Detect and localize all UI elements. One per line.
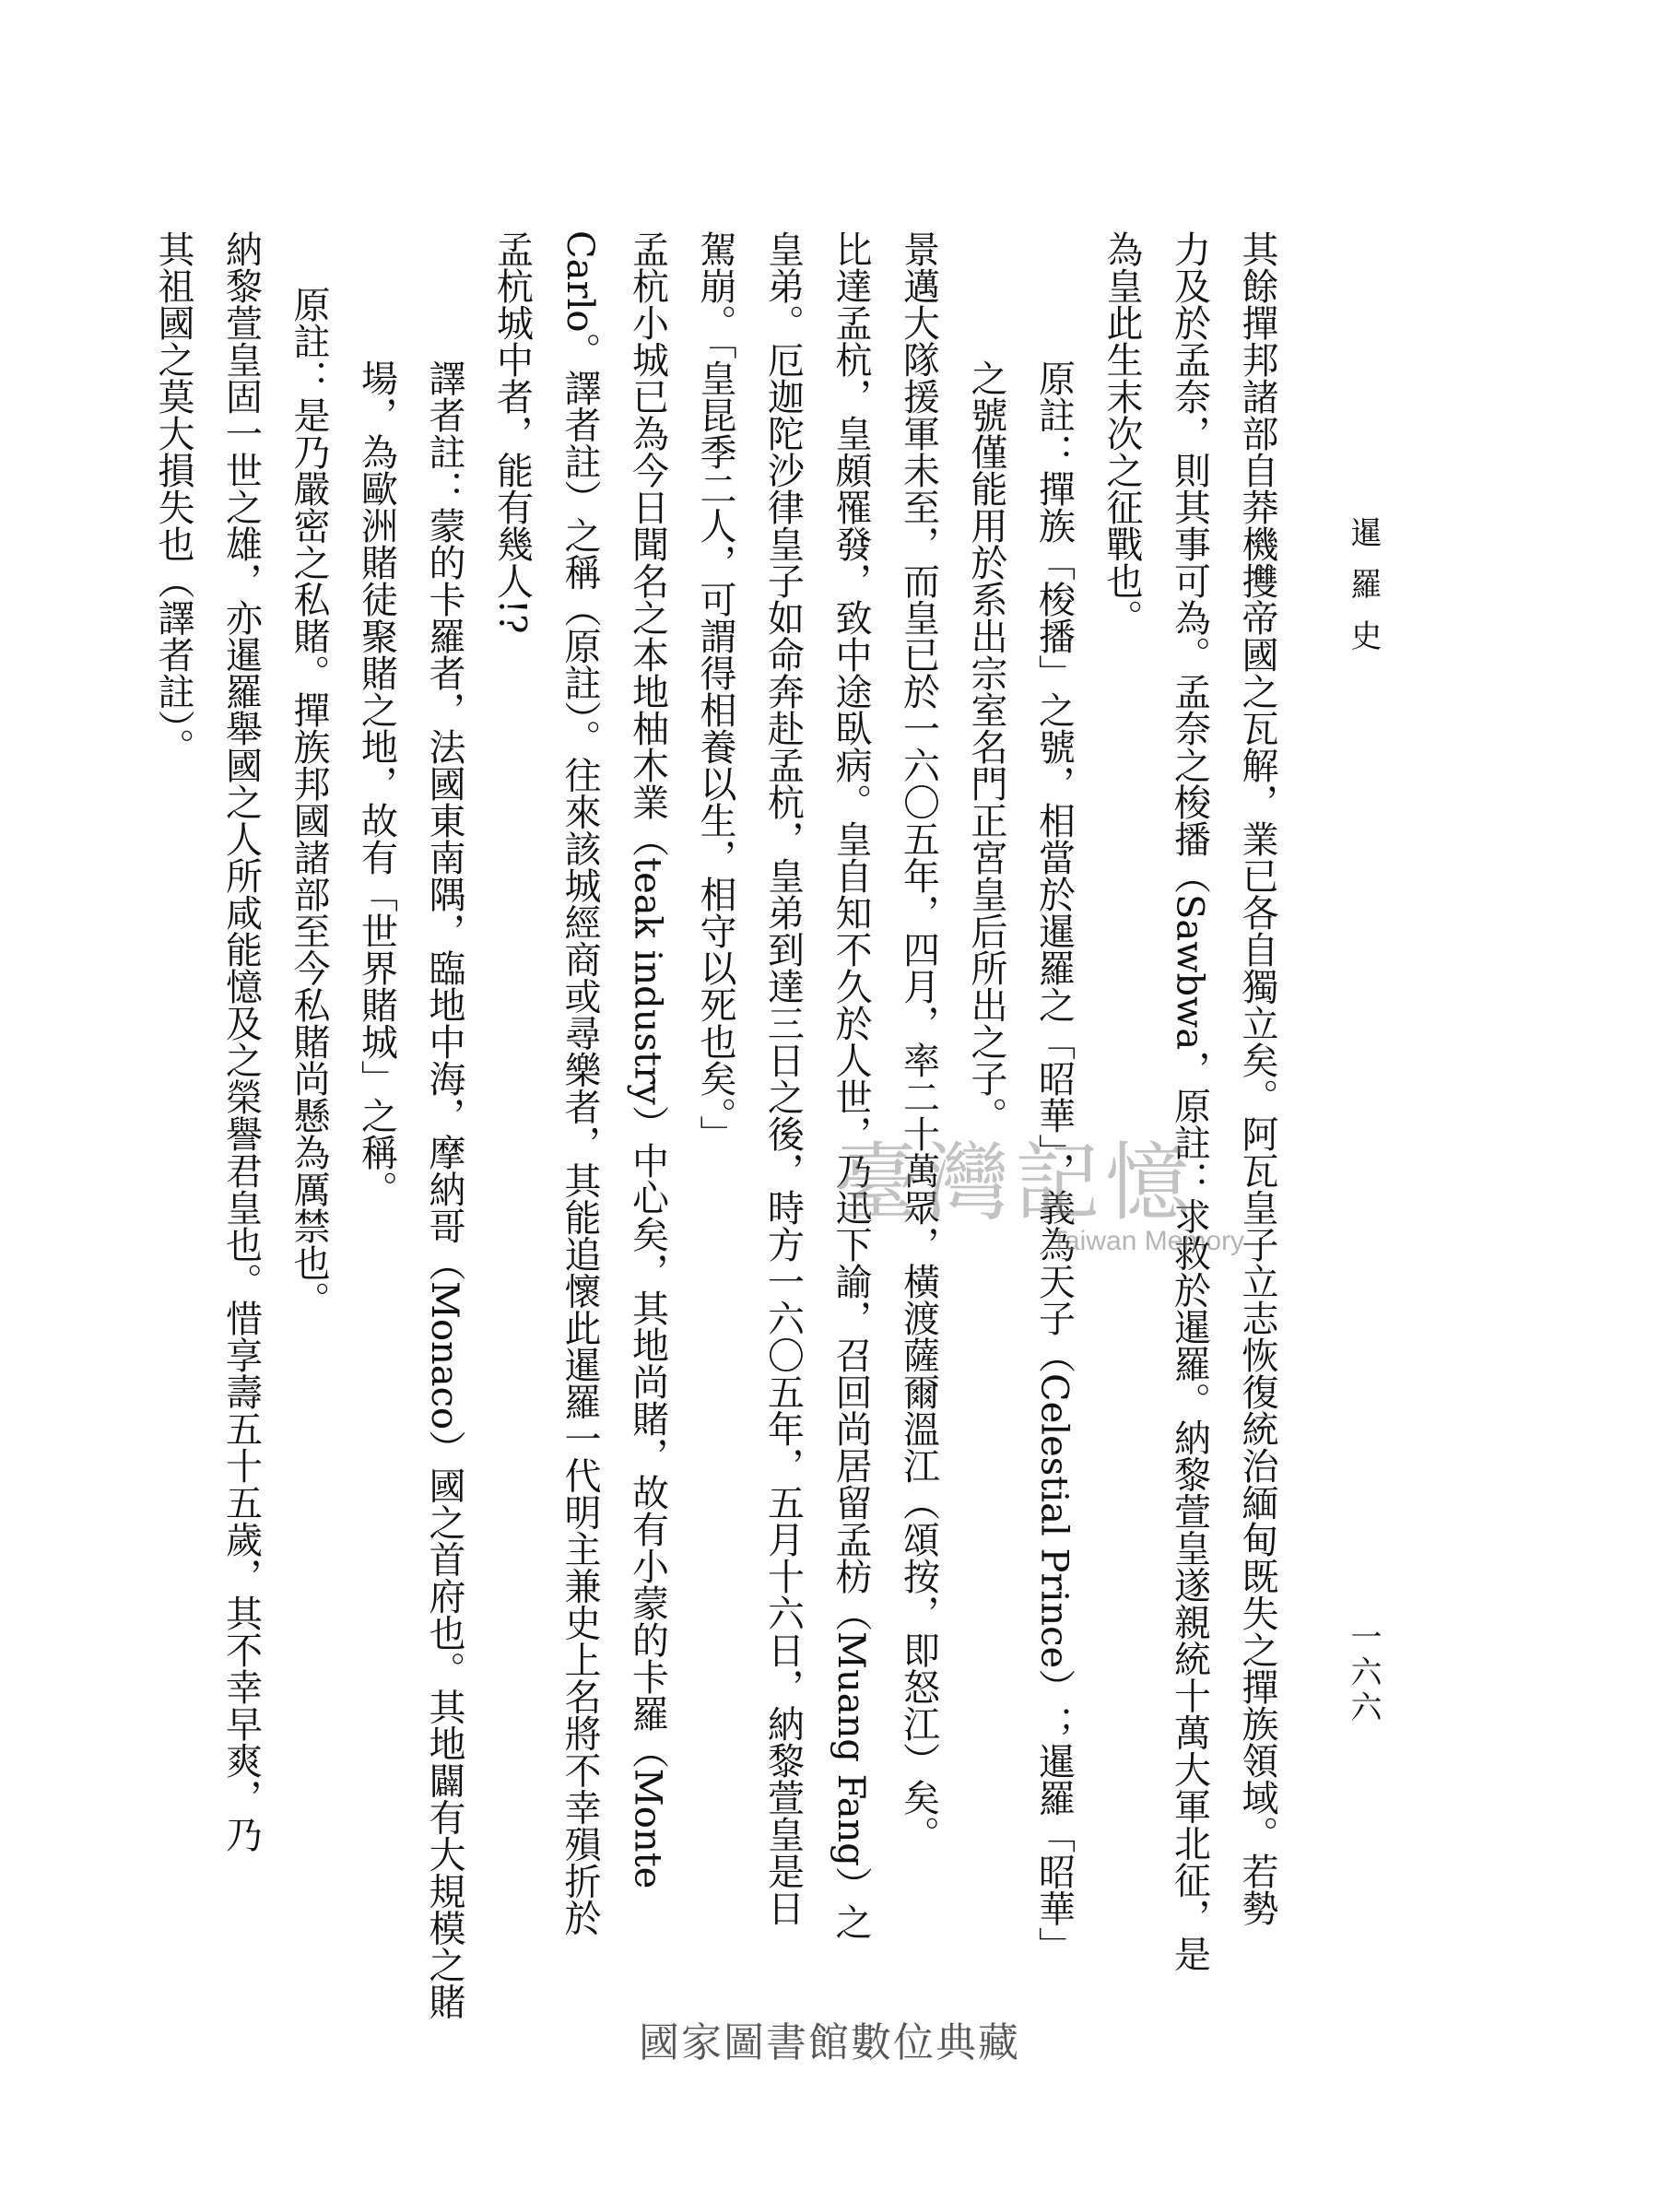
note-column: 場，為歐洲賭徒聚賭之地，故有「世界賭城」之稱。 xyxy=(355,359,398,1207)
page-number: 一六六 xyxy=(1345,1620,1382,1725)
text-column: 景邁大隊援軍未至，而皇已於一六〇五年，四月，率二十萬眾，橫渡薩爾溫江（頌按，即怒江）矣。 xyxy=(897,230,940,1853)
text-column: 駕崩。「皇昆季二人，可謂得相養以生，相守以死也矣。」 xyxy=(694,230,736,1152)
watermark-subtext: Taiwan Memory xyxy=(1051,1226,1245,1256)
text-column: Carlo。譯者註）之稱（原註）。往來該城經商或尋樂者，其能追懷此暹羅一代明主兼史上名將不幸殞折於 xyxy=(559,230,601,1936)
text-column: 皇弟。厄迦陀沙律皇子如命奔赴孟杭，皇弟到達三日之後，時方一六〇五年，五月十六日，納黎萱皇是日 xyxy=(761,230,805,1926)
note-column: 之號僅能用於系出宗室名門正宮皇后所出之子。 xyxy=(965,359,1007,1134)
text-column: 比達孟杭，皇頗罹發，致中途臥病。皇自知不久於人世，乃迅下諭，召回尚居留孟枋（Muang Fang）之 xyxy=(830,230,872,1940)
note-column: 原註：撣族「梭播」之號，相當於暹羅之「昭華」，義為天子（Celestial Prince）；暹羅「昭華」 xyxy=(1032,359,1076,1964)
text-column: 納黎萱皇固一世之雄，亦暹羅舉國之人所咸能憶及之榮譽君皇也。惜享壽五十五歲，其不幸早爽，乃 xyxy=(219,230,263,1853)
note-column: 原註：是乃嚴密之私賭。撣族邦國諸部至今私賭尚懸為厲禁也。 xyxy=(288,286,330,1318)
running-title: 暹羅史 xyxy=(1345,516,1382,671)
text-column: 孟杭小城已為今日聞名之本地柚木業（teak industry）中心矣，其地尚賭，故有小蒙的卡羅（Monte xyxy=(626,230,669,1889)
text-column: 為皇此生末次之征戰也。 xyxy=(1100,230,1143,636)
watermark: 臺灣記憶 xyxy=(834,1134,1196,1232)
text-column: 其餘撣邦諸部自莽機㩳帝國之瓦解，業已各自獨立矣。阿瓦皇子立志恢復統治緬甸既失之撣族領域。若勢 xyxy=(1236,230,1278,1926)
text-column: 力及於孟奈，則其事可為。孟奈之梭播（Sawbwa，原註：求救於暹羅。納黎萱皇遂親統十萬大軍北征，是 xyxy=(1168,230,1211,1972)
text-column: 其祖國之莫大損失也（譯者註）。 xyxy=(152,230,194,765)
footer-credit: 國家圖書館數位典藏 xyxy=(639,2019,1020,2066)
text-column: 孟杭城中者，能有幾人!? xyxy=(490,230,534,634)
note-column: 譯者註：蒙的卡羅者，法國東南隅，臨地中海，摩納哥（Monaco）國之首府也。其地闢有大規模之賭 xyxy=(423,359,465,2020)
main-text xyxy=(152,230,1290,2020)
